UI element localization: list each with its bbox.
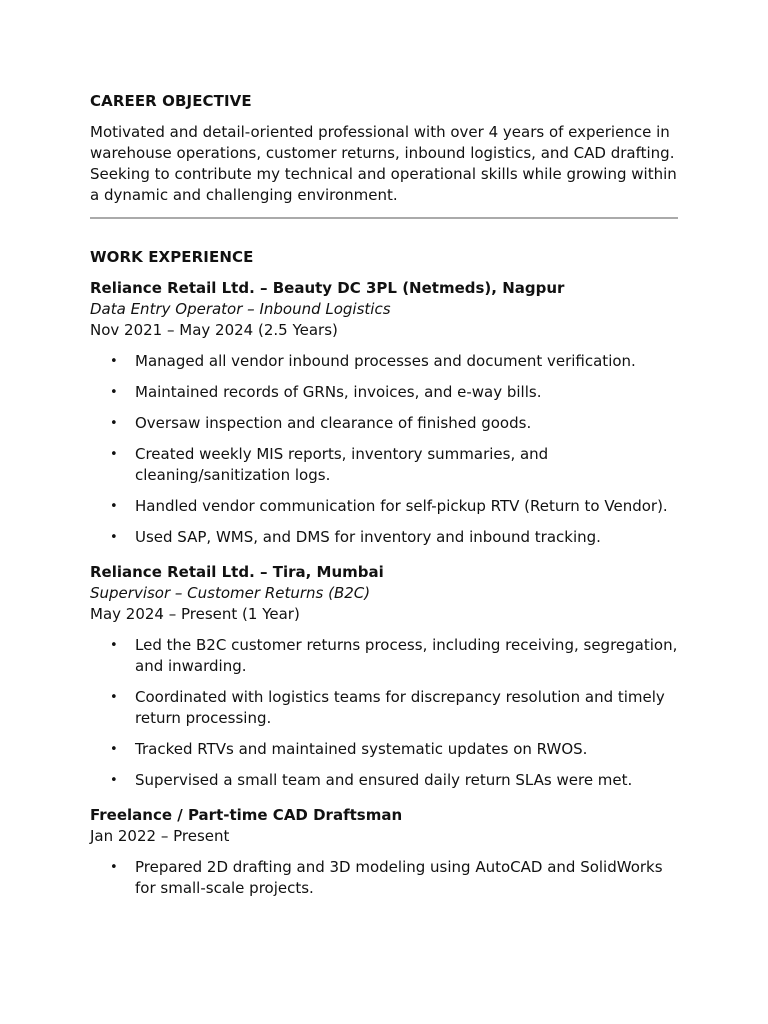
job-bullet-text: Coordinated with logistics teams for discrepancy resolution and timely return processing. — [135, 688, 665, 727]
bullet-icon: • — [110, 416, 118, 431]
work-experience-heading: WORK EXPERIENCE — [90, 248, 254, 266]
job-entry — [90, 805, 678, 899]
job-bullet-text: Led the B2C customer returns process, including receiving, segregation, and inwarding. — [135, 636, 678, 675]
career-objective-text: Motivated and detail-oriented professional with over 4 years of experience in warehouse operations, customer returns, inbound logistics, and CAD drafting. Seeking to contribute my technical and operational skills while growing within a dynamic and challenging environment. — [90, 123, 677, 204]
job-bullet-list — [90, 351, 678, 548]
job-bullet — [90, 496, 678, 517]
job-bullet — [90, 351, 678, 372]
job-bullet — [90, 770, 678, 791]
work-experience-section — [90, 247, 678, 899]
job-company: Reliance Retail Ltd. – Tira, Mumbai — [90, 563, 384, 581]
job-entry — [90, 278, 678, 548]
job-dates: May 2024 – Present (1 Year) — [90, 605, 300, 623]
job-bullet — [90, 413, 678, 434]
bullet-icon: • — [110, 354, 118, 369]
job-bullet-list — [90, 635, 678, 791]
job-bullet — [90, 382, 678, 403]
job-bullet — [90, 635, 678, 677]
job-bullet-text: Supervised a small team and ensured daily return SLAs were met. — [135, 771, 633, 789]
job-bullet-list — [90, 857, 678, 899]
job-bullet — [90, 739, 678, 760]
bullet-icon: • — [110, 638, 118, 653]
section-divider — [90, 217, 678, 219]
job-bullet-text: Maintained records of GRNs, invoices, and e-way bills. — [135, 383, 542, 401]
job-dates: Nov 2021 – May 2024 (2.5 Years) — [90, 321, 338, 339]
bullet-icon: • — [110, 385, 118, 400]
job-bullet — [90, 857, 678, 899]
career-objective-heading: CAREER OBJECTIVE — [90, 92, 252, 110]
job-bullet-text: Used SAP, WMS, and DMS for inventory and inbound tracking. — [135, 528, 601, 546]
job-bullet — [90, 527, 678, 548]
job-role: Data Entry Operator – Inbound Logistics — [90, 300, 391, 318]
job-bullet-text: Prepared 2D drafting and 3D modeling using AutoCAD and SolidWorks for small-scale projects. — [135, 858, 663, 897]
bullet-icon: • — [110, 530, 118, 545]
job-company: Reliance Retail Ltd. – Beauty DC 3PL (Netmeds), Nagpur — [90, 279, 565, 297]
job-bullet-text: Tracked RTVs and maintained systematic updates on RWOS. — [135, 740, 588, 758]
bullet-icon: • — [110, 447, 118, 462]
job-bullet-text: Handled vendor communication for self-pickup RTV (Return to Vendor). — [135, 497, 668, 515]
job-bullet-text: Managed all vendor inbound processes and document verification. — [135, 352, 636, 370]
job-bullet-text: Created weekly MIS reports, inventory summaries, and cleaning/sanitization logs. — [135, 445, 549, 484]
bullet-icon: • — [110, 690, 118, 705]
bullet-icon: • — [110, 773, 118, 788]
job-entry — [90, 562, 678, 791]
career-objective-section — [90, 91, 678, 206]
bullet-icon: • — [110, 499, 118, 514]
job-bullet-text: Oversaw inspection and clearance of finished goods. — [135, 414, 532, 432]
resume-page — [90, 91, 678, 899]
job-role: Supervisor – Customer Returns (B2C) — [90, 584, 371, 602]
job-bullet — [90, 687, 678, 729]
bullet-icon: • — [110, 860, 118, 875]
job-bullet — [90, 444, 678, 486]
job-dates: Jan 2022 – Present — [90, 827, 230, 845]
job-company: Freelance / Part-time CAD Draftsman — [90, 806, 403, 824]
bullet-icon: • — [110, 742, 118, 757]
